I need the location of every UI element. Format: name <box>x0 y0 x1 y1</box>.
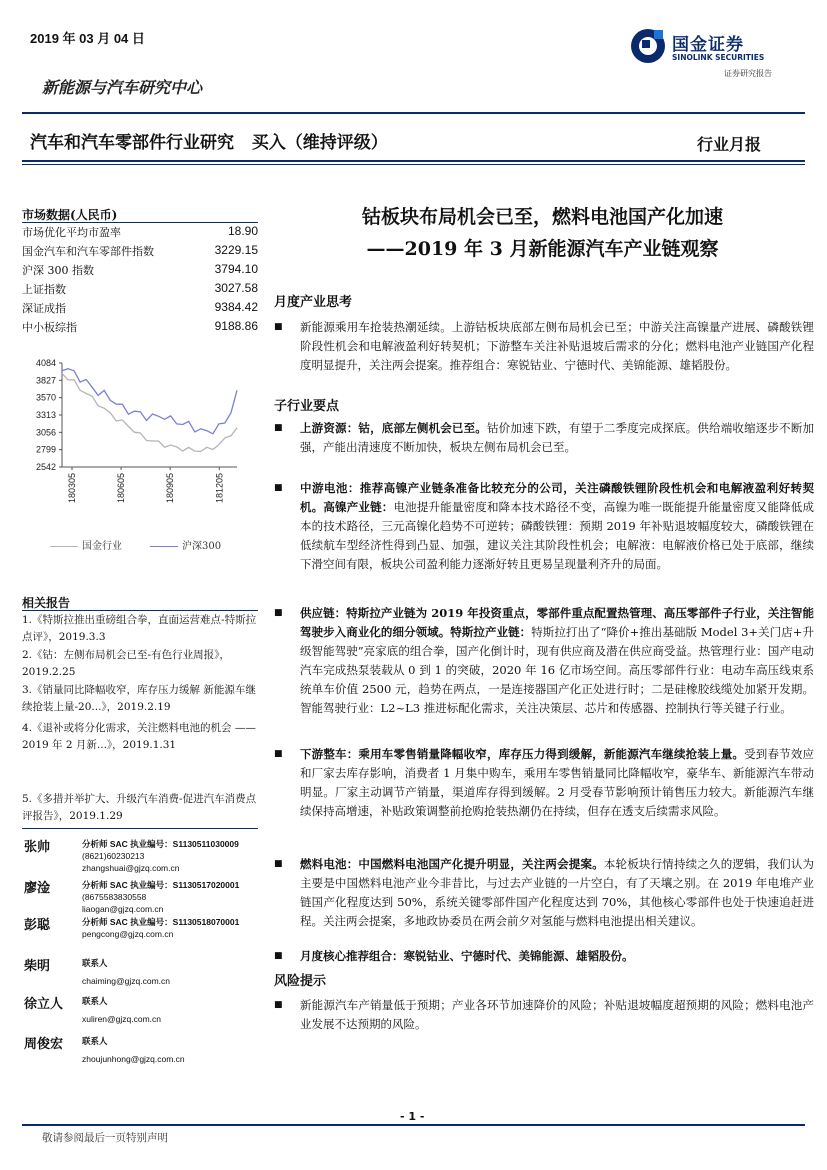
related-rule <box>22 610 258 611</box>
analyst-email[interactable]: liaogan@gjzq.com.cn <box>82 904 164 914</box>
bullet-icon: ■ <box>274 749 283 759</box>
analyst-role: 分析师 SAC 执业编号：S1130517020001 <box>82 880 240 890</box>
y-tick-label: 2799 <box>35 444 56 455</box>
industry-name: 汽车和汽车零部件行业研究 <box>30 133 234 153</box>
y-tick-label: 3056 <box>35 427 56 438</box>
logo-text-cn: 国金证券 <box>672 35 744 55</box>
analyst-card <box>22 1033 262 1073</box>
paragraph-lead: 供应链：特斯拉产业链为 2019 年投资重点，零部件重点配置热管理、高压零部件子行业，关注智能驾驶步入商业化的细分领域。特斯拉产业链： <box>300 606 814 639</box>
market-label: 深证成指 <box>22 302 66 315</box>
header-rule-bottom <box>22 160 805 162</box>
bullet-icon: ■ <box>274 859 283 869</box>
industry-title <box>30 128 388 153</box>
market-value: 3027.58 <box>214 281 258 295</box>
analyst-info <box>82 957 170 987</box>
analyst-email[interactable]: pengcong@gjzq.com.cn <box>82 929 174 939</box>
y-tick-label: 2542 <box>35 462 56 472</box>
analyst-card <box>22 836 262 876</box>
legend-item-industry <box>50 537 122 552</box>
paragraph <box>274 745 814 821</box>
report-title: 钴板块布局机会已至，燃料电池国产化加速 <box>361 206 723 228</box>
y-tick-label: 3313 <box>35 410 56 420</box>
bullet-icon: ■ <box>274 608 283 618</box>
y-tick-label: 4084 <box>35 358 56 368</box>
market-rule <box>22 222 258 223</box>
section-heading: 子行业要点 <box>274 399 340 414</box>
analyst-info <box>82 879 239 915</box>
paragraph-text: 新能源汽车产销量低于预期；产业各环节加速降价的风险；补贴退坡幅度超预期的风险；燃料电池产业发展不达预期的风险。 <box>300 998 814 1031</box>
analyst-info <box>82 838 239 874</box>
related-report-item: 3.《销量同比降幅收窄，库存压力缓解 新能源车继续抢装上量-20...》，2019.2.19 <box>22 684 256 713</box>
market-row <box>22 300 258 316</box>
y-tick-label: 3570 <box>35 392 56 403</box>
analyst-role: 分析师 SAC 执业编号：S1130511030009 <box>82 839 239 849</box>
bullet-icon: ■ <box>274 322 283 332</box>
paragraph <box>274 604 814 718</box>
paragraph-text: 新能源乘用车抢装热潮延续。上游钴板块底部左侧布局机会已至；中游关注高镍量产进展、磷酸铁锂阶段性机会和电解液盈利好转契机；下游整车关注补贴退坡后需求的分化；燃料电池产业链国产化程度明显提升，关注两会提案。推荐组合：寒锐钴业、宁德时代、美锦能源、雄韬股份。 <box>300 320 814 372</box>
legend-label: 沪深300 <box>182 541 222 552</box>
market-label: 国金汽车和汽车零部件指数 <box>22 245 154 258</box>
analyst-email[interactable]: xuliren@gjzq.com.cn <box>82 1014 162 1024</box>
market-row <box>22 262 258 278</box>
analyst-role: 分析师 SAC 执业编号：S1130518070001 <box>82 917 240 927</box>
legend-item-hs300 <box>150 537 221 552</box>
analyst-name: 廖淦 <box>24 881 51 896</box>
logo-subtitle: 证券研究报告 <box>724 69 772 78</box>
market-value: 3794.10 <box>214 262 258 276</box>
related-report-item: 1.《特斯拉推出重磅组合拳，直面运营难点-特斯拉点评》，2019.3.3 <box>22 614 257 643</box>
paragraph-lead: 中游电池：推荐高镍产业链条准备比较充分的公司，关注磷酸铁锂阶段性机会和电解液盈利好转契机。高镍产业链： <box>300 481 814 514</box>
analyst-card <box>22 877 262 917</box>
series-line-industry <box>62 373 237 451</box>
paragraph-text: 特斯拉打出了“降价+推出基础版 Model 3+关门店+升级智能驾驶”亮家底的组合拳，国产化倒计时，现有供应商及潜在供应商受益。热管理行业：国产电动汽车完成热泵装载从 0 到 1 的突破，2020 年 16 亿市场空间。高压零部件行业：电动车高压线束系统单车价值 2500 元，趋势在两点，一是连接器国产化正处进行时；二是硅橡胶线缆处加紧开发期。智能驾驶行业：L2~L3 推进标配化需求，关注决策层、芯片和传感器、控制执行等关键子行业。 <box>300 625 814 715</box>
report-date: 2019 年 03 月 04 日 <box>30 31 145 46</box>
section-heading: 风险提示 <box>274 974 327 989</box>
chart-legend <box>50 537 221 552</box>
market-value: 18.90 <box>227 224 258 238</box>
paragraph-text: 本轮板块行情持续之久的逻辑，我们认为主要是中国燃料电池产业今非昔比，与过去产业链的一片空白，有了天壤之别。在 2019 年电堆产业链国产化程度达到 50%，系统关键零部件国产化程度达到 70%，其他核心零部件也处于快速追赶进程。关注两会提案，多地政协委员在两会前夕对氢能与燃料电池提出相关建议。 <box>300 857 815 928</box>
analyst-info <box>82 995 161 1025</box>
analyst-role: 联系人 <box>82 1036 108 1046</box>
analyst-phone: (8675583830558 <box>82 892 147 902</box>
research-center: 新能源与汽车研究中心 <box>42 78 203 97</box>
analyst-name: 柴明 <box>24 959 51 974</box>
analyst-card <box>22 914 262 954</box>
analyst-role: 联系人 <box>82 996 108 1006</box>
bullet-icon: ■ <box>274 483 283 493</box>
analyst-phone: (8621)60230213 <box>82 851 145 861</box>
analyst-info <box>82 916 239 940</box>
analyst-email[interactable]: chaiming@gjzq.com.cn <box>82 976 170 986</box>
market-row <box>22 281 258 297</box>
logo-mark-icon <box>628 26 668 66</box>
paragraph <box>274 419 814 457</box>
x-tick-label: 180305 <box>67 473 77 504</box>
paragraph <box>274 996 814 1034</box>
bullet-icon: ■ <box>274 951 283 961</box>
analyst-info <box>82 1035 185 1065</box>
analyst-card <box>22 993 262 1033</box>
paragraph-lead: 上游资源：钴，底部左侧机会已至。 <box>300 421 487 435</box>
index-line-chart <box>22 355 262 535</box>
paragraph <box>274 318 814 375</box>
header-rule-top <box>22 112 805 114</box>
footer-rule <box>22 1124 805 1126</box>
analyst-email[interactable]: zhoujunhong@gjzq.com.cn <box>82 1054 185 1064</box>
rating-label: 买入（维持评级） <box>251 133 388 153</box>
analyst-card <box>22 955 262 995</box>
header-rule-double <box>22 164 805 165</box>
x-tick-label: 180605 <box>116 473 127 504</box>
market-label: 沪深 300 指数 <box>22 264 94 277</box>
related-report-item: 2.《钴：左侧布局机会已至-有色行业周报》，2019.2.25 <box>22 649 230 678</box>
analyst-name: 徐立人 <box>24 997 64 1012</box>
market-label: 上证指数 <box>22 283 66 296</box>
paragraph <box>274 947 814 966</box>
legend-label: 国金行业 <box>82 541 122 552</box>
paragraph-lead: 下游整车：乘用车零售销量降幅收窄，库存压力得到缓解，新能源汽车继续抢装上量。 <box>300 747 745 761</box>
report-type: 行业月报 <box>697 135 762 154</box>
series-line-hs300 <box>62 369 237 434</box>
related-reports-heading: 相关报告 <box>22 596 71 610</box>
bullet-icon: ■ <box>274 1000 283 1010</box>
analyst-role: 联系人 <box>82 958 108 968</box>
page-number: - 1 - <box>400 1110 425 1123</box>
paragraph <box>274 855 814 931</box>
market-value: 9188.86 <box>214 319 258 333</box>
analyst-rule <box>22 828 258 829</box>
market-row <box>22 319 258 335</box>
analyst-email[interactable]: zhangshuai@gjzq.com.cn <box>82 863 180 873</box>
related-report-item: 4.《退补或将分化需求，关注燃料电池的机会 ——2019 年 2 月新...》，2019.1.31 <box>22 722 256 751</box>
company-logo <box>628 24 798 84</box>
market-label: 市场优化平均市盈率 <box>22 226 121 239</box>
disclaimer-note: 敬请参阅最后一页特别声明 <box>42 1132 168 1144</box>
x-tick-label: 180905 <box>165 473 176 504</box>
market-row <box>22 243 258 259</box>
related-report-item: 5.《多措并举扩大、升级汽车消费-促进汽车消费点评报告》，2019.1.29 <box>22 793 257 822</box>
y-tick-label: 3827 <box>35 375 56 386</box>
analyst-name: 彭聪 <box>24 918 51 933</box>
section-heading: 月度产业思考 <box>274 295 353 310</box>
paragraph-lead: 燃料电池：中国燃料电池国产化提升明显，关注两会提案。 <box>300 857 604 871</box>
analyst-name: 周俊宏 <box>24 1037 64 1052</box>
market-label: 中小板综指 <box>22 321 77 334</box>
paragraph-text: 受到春节效应和厂家去库存影响，消费者 1 月集中购车，乘用车零售销量同比降幅收窄，豪华车、新能源汽车带动明显。厂家主动调节产销量，渠道库存得到缓解。2 月受春节影响预计销售压力较大。新能源汽车继续保持高增速，补贴政策调整前抢购抢装热潮仍在持续，但存在透支后续需求风险。 <box>300 747 815 818</box>
market-value: 9384.42 <box>214 300 258 314</box>
market-data-heading: 市场数据(人民币) <box>22 208 118 222</box>
report-subtitle: ——2019 年 3 月新能源汽车产业链观察 <box>366 238 719 260</box>
bullet-icon: ■ <box>274 423 283 433</box>
market-row <box>22 224 258 240</box>
paragraph <box>274 479 814 574</box>
logo-text-en: SINOLINK SECURITIES <box>672 53 765 62</box>
analyst-name: 张帅 <box>24 840 51 855</box>
paragraph-lead: 月度核心推荐组合：寒锐钴业、宁德时代、美锦能源、雄韬股份。 <box>300 949 634 963</box>
paragraph-text: 电池提升能量密度和降本技术路径不变，高镍为唯一既能提升能量密度又能降低成本的技术路径，三元高镍化趋势不可逆转；磷酸铁锂：预期 2019 年补贴退坡幅度较大，磷酸铁锂在低续航车型经济性得到凸显、加强，建议关注其阶段性机会；电解液：电解液价格已处于底部，继续下滑空间有限，板块公司盈利能力逐渐好转且更易呈现量利齐升的局面。 <box>300 500 815 571</box>
paragraph-text: 钴价加速下跌，有望于二季度完成探底。供给端收缩逐步不断加强，产能出清速度不断加快，板块左侧布局机会已至。 <box>300 421 815 454</box>
market-value: 3229.15 <box>214 243 258 257</box>
x-tick-label: 181205 <box>214 473 225 504</box>
